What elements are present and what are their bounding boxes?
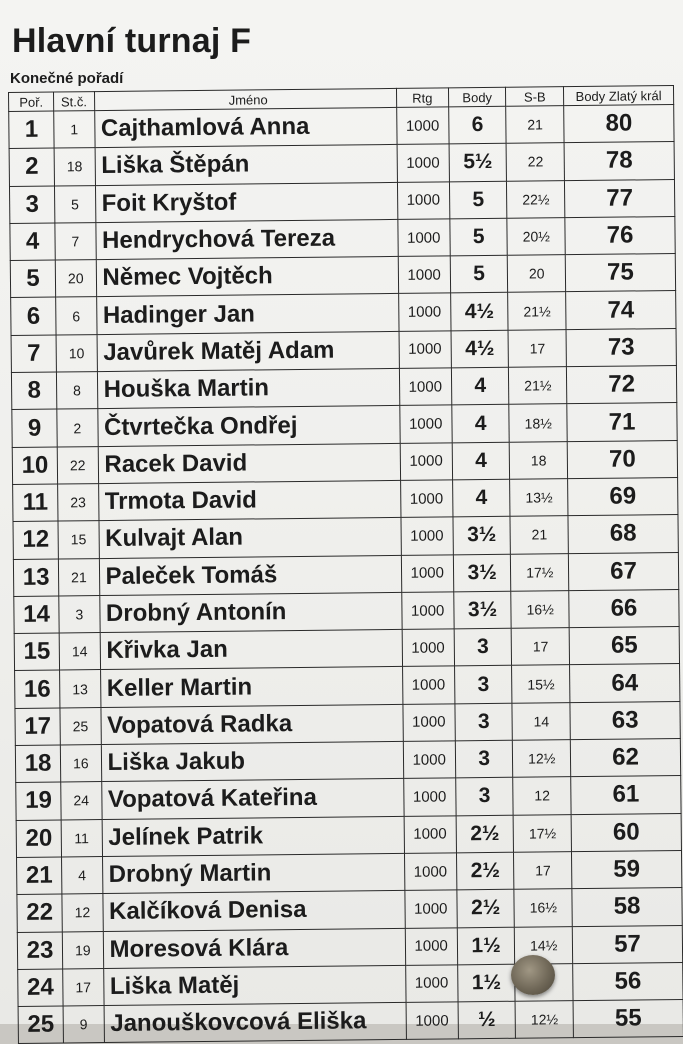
tournament-title: Hlavní turnaj F — [12, 22, 252, 60]
header-points: Body — [448, 87, 506, 107]
cell-rating: 1000 — [403, 741, 456, 779]
cell-position: 4 — [10, 223, 56, 261]
cell-rating: 1000 — [403, 704, 456, 742]
cell-position: 13 — [13, 559, 59, 597]
cell-points: 3½ — [453, 517, 511, 555]
cell-sonneborn-berger: 22½ — [507, 180, 565, 218]
cell-position: 11 — [13, 484, 59, 522]
cell-rating: 1000 — [399, 405, 452, 443]
cell-rating: 1000 — [405, 927, 458, 965]
cell-points: 3½ — [454, 591, 512, 629]
cell-sonneborn-berger: 18½ — [509, 404, 567, 442]
cell-rating: 1000 — [398, 256, 451, 294]
cell-gold-king-points: 72 — [566, 366, 676, 404]
cell-sonneborn-berger: 16½ — [511, 591, 569, 629]
cell-start-number: 24 — [61, 782, 102, 820]
standings-table — [8, 85, 683, 1044]
cell-rating: 1000 — [399, 331, 452, 369]
cell-rating: 1000 — [404, 853, 457, 891]
cell-gold-king-points: 80 — [564, 105, 674, 143]
cell-points: 4½ — [450, 293, 508, 331]
cell-gold-king-points: 74 — [566, 291, 676, 329]
cell-start-number: 14 — [59, 633, 100, 671]
cell-points: 6 — [448, 106, 506, 144]
cell-points: 4 — [451, 367, 509, 405]
cell-sonneborn-berger: 15½ — [512, 665, 570, 703]
cell-gold-king-points: 73 — [566, 328, 676, 366]
cell-start-number: 3 — [59, 595, 100, 633]
cell-start-number: 6 — [56, 297, 97, 335]
cell-sonneborn-berger: 21½ — [508, 292, 566, 330]
cell-rating: 1000 — [397, 219, 450, 257]
cell-points: 3 — [455, 778, 513, 816]
cell-player-name: Paleček Tomáš — [99, 555, 401, 595]
standings-body — [9, 105, 683, 1044]
cell-start-number: 5 — [55, 185, 96, 223]
cell-rating: 1000 — [400, 443, 453, 481]
cell-points: 1½ — [457, 927, 515, 965]
cell-position: 10 — [12, 447, 58, 485]
cell-position: 21 — [17, 857, 63, 895]
cell-points: 3 — [455, 703, 513, 741]
cell-start-number: 10 — [56, 334, 97, 372]
cell-gold-king-points: 57 — [572, 925, 682, 963]
cell-player-name: Trmota David — [98, 480, 400, 520]
cell-points: 5½ — [449, 144, 507, 182]
cell-points: 5 — [450, 255, 508, 293]
cell-start-number: 2 — [57, 409, 98, 447]
cell-player-name: Vopatová Kateřina — [101, 779, 403, 819]
cell-sonneborn-berger: 14½ — [515, 926, 573, 964]
cell-position: 16 — [15, 670, 61, 708]
cell-player-name: Liška Matěj — [103, 965, 405, 1005]
cell-player-name: Jelínek Patrik — [102, 816, 404, 856]
cell-player-name: Křivka Jan — [100, 630, 402, 670]
cell-sonneborn-berger: 17 — [514, 852, 572, 890]
cell-points: 2½ — [457, 889, 515, 927]
cell-sonneborn-berger: 13½ — [510, 479, 568, 517]
cell-rating: 1000 — [404, 815, 457, 853]
cell-start-number: 25 — [60, 707, 101, 745]
cell-gold-king-points: 62 — [570, 739, 680, 777]
cell-player-name: Kalčíková Denisa — [102, 891, 404, 931]
standings-subtitle: Konečné pořadí — [10, 70, 124, 87]
header-rating: Rtg — [396, 88, 448, 108]
cell-rating: 1000 — [405, 965, 458, 1003]
header-name: Jméno — [94, 88, 396, 110]
cell-position: 17 — [15, 708, 61, 746]
cell-start-number: 11 — [61, 819, 102, 857]
cell-gold-king-points: 60 — [571, 813, 681, 851]
cell-start-number: 13 — [60, 670, 101, 708]
cell-gold-king-points: 64 — [570, 664, 680, 702]
cell-points: ½ — [458, 1001, 516, 1039]
cell-player-name: Liška Štěpán — [95, 145, 397, 185]
cell-rating: 1000 — [402, 666, 455, 704]
cell-position: 15 — [14, 633, 60, 671]
cell-player-name: Drobný Martin — [102, 853, 404, 893]
cell-gold-king-points: 71 — [567, 403, 677, 441]
cell-start-number: 12 — [62, 894, 103, 932]
cell-position: 22 — [17, 894, 63, 932]
cell-position: 24 — [18, 969, 64, 1007]
cell-rating: 1000 — [401, 517, 454, 555]
cell-rating: 1000 — [402, 629, 455, 667]
cell-gold-king-points: 67 — [568, 552, 678, 590]
cell-start-number: 9 — [63, 1006, 104, 1044]
cell-start-number: 20 — [55, 260, 96, 298]
pushpin — [511, 955, 555, 995]
cell-start-number: 18 — [54, 148, 95, 186]
cell-player-name: Hendrychová Tereza — [95, 219, 397, 259]
cell-rating: 1000 — [397, 144, 450, 182]
cell-player-name: Foit Kryštof — [95, 182, 397, 222]
cell-position: 20 — [16, 820, 62, 858]
cell-points: 2½ — [456, 815, 514, 853]
cell-points: 4½ — [451, 330, 509, 368]
cell-player-name: Čtvrtečka Ondřej — [97, 406, 399, 446]
cell-position: 18 — [15, 745, 61, 783]
cell-position: 5 — [10, 260, 56, 298]
cell-position: 3 — [9, 186, 55, 224]
cell-gold-king-points: 68 — [568, 515, 678, 553]
cell-gold-king-points: 78 — [564, 142, 674, 180]
cell-position: 8 — [11, 372, 57, 410]
cell-gold-king-points: 75 — [565, 254, 675, 292]
cell-sonneborn-berger: 14 — [512, 702, 570, 740]
cell-gold-king-points: 66 — [569, 589, 679, 627]
cell-start-number: 22 — [57, 446, 98, 484]
cell-position: 2 — [9, 148, 55, 186]
cell-gold-king-points: 58 — [572, 888, 682, 926]
cell-start-number: 15 — [58, 521, 99, 559]
cell-player-name: Kulvajt Alan — [99, 518, 401, 558]
cell-start-number: 19 — [62, 931, 103, 969]
cell-sonneborn-berger: 21½ — [509, 367, 567, 405]
cell-rating: 1000 — [401, 592, 454, 630]
cell-points: 4 — [452, 405, 510, 443]
cell-start-number: 8 — [57, 372, 98, 410]
cell-gold-king-points: 69 — [568, 477, 678, 515]
cell-sonneborn-berger: 22 — [507, 143, 565, 181]
cell-player-name: Racek David — [98, 443, 400, 483]
cell-sonneborn-berger: 12 — [513, 777, 571, 815]
cell-player-name: Janouškovcová Eliška — [104, 1003, 406, 1043]
cell-points: 5 — [449, 181, 507, 219]
table-row — [18, 1000, 683, 1044]
cell-points: 3 — [454, 666, 512, 704]
cell-sonneborn-berger: 20½ — [507, 218, 565, 256]
cell-points: 4 — [452, 479, 510, 517]
cell-points: 5 — [450, 218, 508, 256]
cell-position: 6 — [11, 297, 57, 335]
cell-gold-king-points: 55 — [573, 1000, 683, 1038]
cell-sonneborn-berger: 18 — [510, 441, 568, 479]
cell-sonneborn-berger: 17½ — [514, 814, 572, 852]
cell-start-number: 7 — [55, 222, 96, 260]
header-sonneborn-berger: S-B — [506, 87, 564, 107]
cell-start-number: 16 — [60, 745, 101, 783]
cell-player-name: Vopatová Radka — [100, 704, 402, 744]
cell-gold-king-points: 56 — [573, 962, 683, 1000]
cell-position: 7 — [11, 335, 57, 373]
cell-start-number: 21 — [59, 558, 100, 596]
cell-gold-king-points: 59 — [572, 850, 682, 888]
cell-sonneborn-berger: 17 — [512, 628, 570, 666]
cell-rating: 1000 — [406, 1002, 459, 1040]
cell-start-number: 4 — [62, 856, 103, 894]
cell-start-number: 17 — [63, 968, 104, 1006]
cell-position: 9 — [12, 409, 58, 447]
header-position: Poř. — [9, 92, 54, 111]
cell-player-name: Liška Jakub — [101, 741, 403, 781]
cell-position: 23 — [17, 932, 63, 970]
cell-position: 19 — [16, 782, 62, 820]
cell-sonneborn-berger: 21 — [506, 106, 564, 144]
cell-points: 2½ — [456, 852, 514, 890]
header-gold-king-points: Body Zlatý král — [564, 86, 674, 106]
cell-player-name: Cajthamlová Anna — [94, 107, 396, 147]
cell-rating: 1000 — [403, 778, 456, 816]
cell-rating: 1000 — [397, 181, 450, 219]
cell-rating: 1000 — [401, 554, 454, 592]
cell-gold-king-points: 70 — [567, 440, 677, 478]
cell-sonneborn-berger: 16½ — [514, 889, 572, 927]
cell-player-name: Javůrek Matěj Adam — [97, 331, 399, 371]
cell-sonneborn-berger: 20 — [508, 255, 566, 293]
cell-rating: 1000 — [400, 480, 453, 518]
cell-position: 1 — [9, 111, 55, 149]
cell-position: 12 — [13, 521, 59, 559]
cell-gold-king-points: 61 — [571, 776, 681, 814]
cell-player-name: Němec Vojtěch — [96, 257, 398, 297]
cell-rating: 1000 — [399, 368, 452, 406]
cell-rating: 1000 — [396, 107, 449, 145]
cell-gold-king-points: 76 — [565, 216, 675, 254]
cell-start-number: 23 — [58, 484, 99, 522]
cell-rating: 1000 — [405, 890, 458, 928]
cell-rating: 1000 — [398, 293, 451, 331]
cell-start-number: 1 — [54, 111, 95, 149]
header-start-number: St.č. — [54, 92, 95, 111]
cell-player-name: Houška Martin — [97, 368, 399, 408]
cell-player-name: Keller Martin — [100, 667, 402, 707]
cell-player-name: Drobný Antonín — [99, 592, 401, 632]
cell-sonneborn-berger: 17½ — [511, 553, 569, 591]
cell-gold-king-points: 65 — [569, 627, 679, 665]
cell-gold-king-points: 77 — [565, 179, 675, 217]
cell-position: 25 — [18, 1006, 64, 1044]
cell-position: 14 — [14, 596, 60, 634]
cell-player-name: Hadinger Jan — [96, 294, 398, 334]
cell-points: 4 — [452, 442, 510, 480]
cell-points: 3½ — [453, 554, 511, 592]
cell-sonneborn-berger: 21 — [510, 516, 568, 554]
cell-player-name: Moresová Klára — [103, 928, 405, 968]
cell-gold-king-points: 63 — [570, 701, 680, 739]
cell-points: 1½ — [457, 964, 515, 1002]
cell-sonneborn-berger: 12½ — [516, 1001, 574, 1039]
cell-points: 3 — [454, 628, 512, 666]
cell-sonneborn-berger: 12½ — [513, 740, 571, 778]
cell-sonneborn-berger: 17 — [508, 329, 566, 367]
cell-points: 3 — [455, 740, 513, 778]
